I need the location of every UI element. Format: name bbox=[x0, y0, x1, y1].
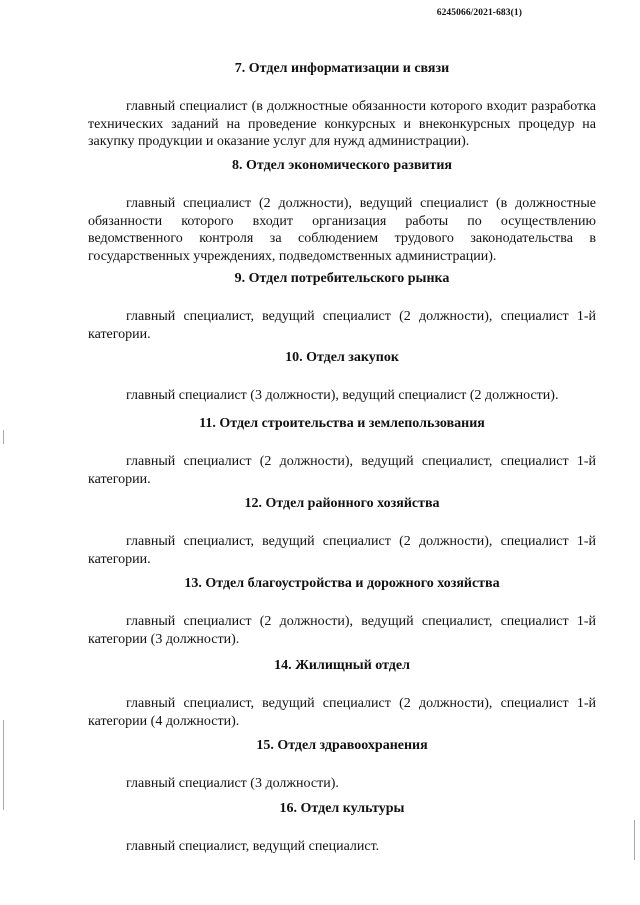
section-landscaping-roads bbox=[88, 575, 596, 648]
section-title: 16. Отдел культуры bbox=[279, 801, 405, 816]
section-text: главный специалист, ведущий специалист (2 должности), специалист 1-й категории (4 должности). bbox=[88, 696, 596, 729]
section-title: 15. Отдел здравоохранения bbox=[256, 738, 428, 753]
section-district-economy bbox=[88, 495, 596, 568]
section-text: главный специалист (в должностные обязанности которого входит разработка технических заданий на проведение конкурсных и внеконкурсных процедур на закупку продукции и оказание услуг для нужд администрации). bbox=[88, 99, 596, 149]
section-text: главный специалист (2 должности), ведущий специалист, специалист 1-й категории. bbox=[88, 454, 596, 487]
section-title: 8. Отдел экономического развития bbox=[231, 158, 452, 173]
section-housing bbox=[88, 657, 596, 730]
scan-margin-mark-left-lower bbox=[3, 720, 4, 810]
section-title: 10. Отдел закупок bbox=[285, 350, 399, 365]
section-informatization bbox=[88, 60, 596, 151]
scan-margin-mark-right bbox=[634, 820, 635, 860]
section-title: 14. Жилищный отдел bbox=[274, 658, 410, 673]
section-text: главный специалист (2 должности), ведущий специалист, специалист 1-й категории (3 должности). bbox=[88, 614, 596, 647]
section-text: главный специалист (3 должности), ведущий специалист (2 должности). bbox=[126, 388, 559, 403]
section-consumer-market bbox=[88, 270, 596, 343]
section-title: 7. Отдел информатизации и связи bbox=[234, 61, 450, 76]
section-title: 12. Отдел районного хозяйства bbox=[244, 496, 440, 511]
document-number: 6245066/2021-683(1) bbox=[436, 8, 522, 18]
section-title: 9. Отдел потребительского рынка bbox=[234, 271, 450, 286]
section-title: 11. Отдел строительства и землепользования bbox=[199, 416, 485, 431]
section-text: главный специалист, ведущий специалист (2 должности), специалист 1-й категории. bbox=[88, 534, 596, 567]
section-text: главный специалист (2 должности), ведущий специалист (в должностные обязанности которого входит организация работы по осуществлению ведомственного контроля за соблюдением трудового законодательства в государственных учреждениях, подведомственных администрации). bbox=[88, 196, 596, 264]
section-economic-development bbox=[88, 157, 596, 265]
section-procurement bbox=[88, 349, 596, 405]
section-construction-land-use bbox=[88, 415, 596, 488]
scan-margin-mark-left bbox=[3, 430, 4, 444]
section-healthcare bbox=[88, 737, 596, 793]
section-text: главный специалист (3 должности). bbox=[126, 776, 339, 791]
section-text: главный специалист, ведущий специалист. bbox=[126, 839, 380, 854]
section-title: 13. Отдел благоустройства и дорожного хозяйства bbox=[184, 576, 500, 591]
section-culture bbox=[88, 800, 596, 856]
section-text: главный специалист, ведущий специалист (2 должности), специалист 1-й категории. bbox=[88, 309, 596, 342]
